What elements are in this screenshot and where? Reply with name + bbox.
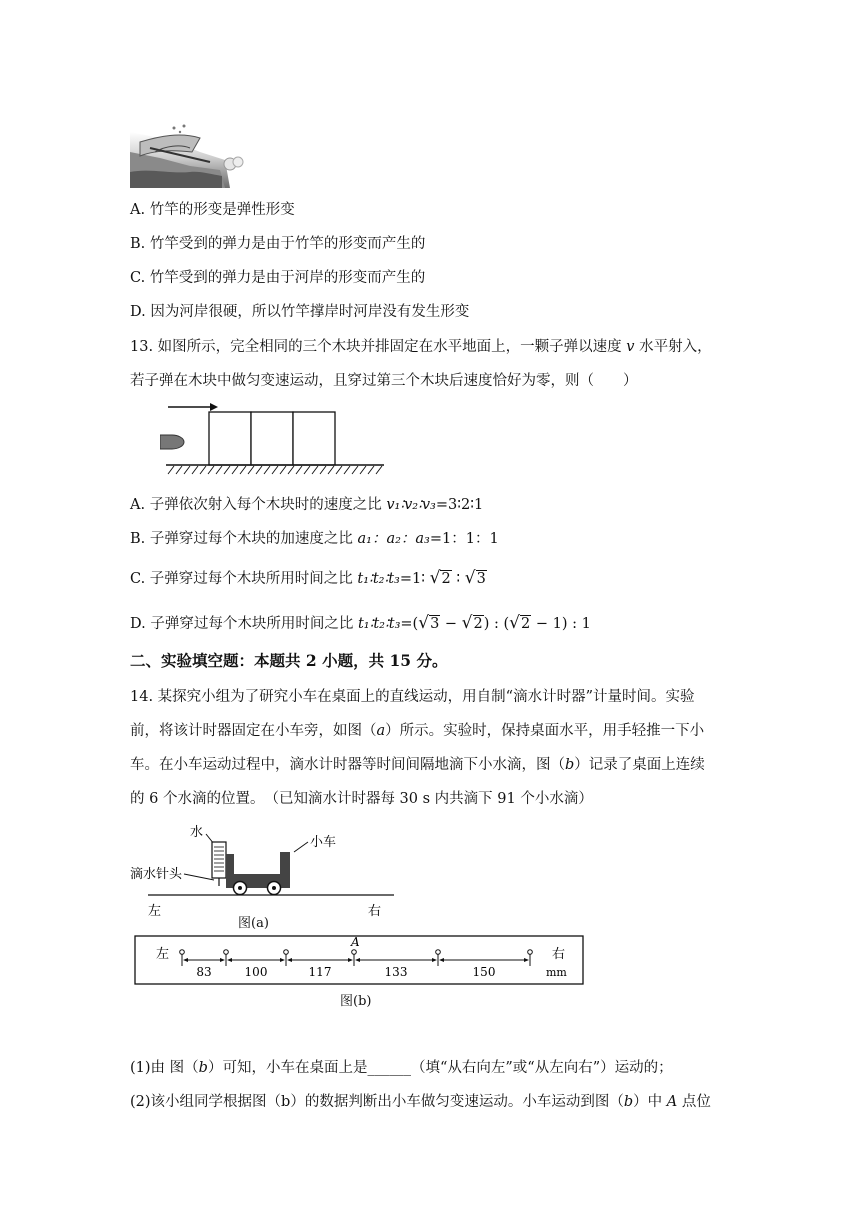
drip-point bbox=[352, 950, 357, 955]
q13-stem-line2: 若子弹在木块中做匀变速运动，且穿过第三个木块后速度恰好为零，则（ ） bbox=[130, 373, 638, 389]
q14-line1: 14. 某探究小组为了研究小车在桌面上的直线运动，用自制“滴水计时器”计量时间。实验 bbox=[130, 689, 695, 705]
fig-b-left-label: 左 bbox=[156, 947, 170, 962]
fig-a-nozzle-label: 滴水针头 bbox=[130, 867, 183, 882]
fig-b-point-a: A bbox=[351, 935, 360, 949]
distance-label: 100 bbox=[244, 965, 268, 979]
distance-label: 133 bbox=[384, 965, 408, 979]
fig-b-unit-label: mm bbox=[546, 966, 567, 979]
q12-option-b: B. 竹竿受到的弹力是由于竹竿的形变而产生的 bbox=[130, 236, 426, 252]
bullet-blocks-figure bbox=[160, 400, 390, 480]
drip-point bbox=[224, 950, 229, 955]
q14-line2: 前，将该计时器固定在小车旁，如图（a）所示。实验时，保持桌面水平，用手轻推一下小 bbox=[130, 723, 705, 739]
q13-option-a: A. 子弹依次射入每个木块时的速度之比 v₁∶v₂∶v₃=3∶2∶1 bbox=[130, 497, 484, 513]
q13-option-d: D. 子弹穿过每个木块所用时间之比 t₁∶t₂∶t₃=(√3 − √2) : (√2 − 1) : 1 bbox=[130, 613, 591, 633]
drip-point bbox=[436, 950, 441, 955]
distance-label: 83 bbox=[196, 965, 212, 979]
q12-option-d: D. 因为河岸很硬，所以竹竿撑岸时河岸没有发生形变 bbox=[130, 304, 470, 320]
fig-a-left-label: 左 bbox=[148, 904, 162, 919]
drip-point bbox=[180, 950, 185, 955]
fig-a-water-label: 水 bbox=[190, 825, 204, 840]
distance-label: 150 bbox=[472, 965, 496, 979]
figure-b-drips bbox=[134, 932, 586, 988]
q14-sub2: (2)该小组同学根据图（b）的数据判断出小车做匀变速运动。小车运动到图（b）中 A 点位 bbox=[130, 1094, 711, 1110]
drip-point bbox=[528, 950, 533, 955]
sqrt-2: √2 bbox=[429, 568, 451, 588]
q14-sub1: (1)由 图（b）可知，小车在桌面上是______（填“从右向左”或“从左向右”）运动的； bbox=[130, 1060, 673, 1076]
fig-a-right-label: 右 bbox=[368, 904, 382, 919]
q13-stem-line1: 13. 如图所示，完全相同的三个木块并排固定在水平地面上，一颗子弹以速度 v 水平射入， bbox=[130, 339, 712, 355]
distance-label: 117 bbox=[308, 965, 332, 979]
sqrt-3: √3 bbox=[464, 568, 486, 588]
fig-b-caption: 图(b) bbox=[340, 994, 372, 1009]
q14-line4: 的 6 个水滴的位置。 （已知滴水计时器每 30 s 内共滴下 91 个小水滴） bbox=[130, 791, 593, 807]
boat-photo-image bbox=[130, 122, 250, 188]
q14-line3: 车。在小车运动过程中，滴水计时器等时间间隔地滴下小水滴，图（b）记录了桌面上连续 bbox=[130, 757, 705, 773]
section-2-title: 二、实验填空题：本题共 2 小题，共 15 分。 bbox=[130, 651, 448, 670]
fig-a-caption: 图(a) bbox=[238, 916, 269, 931]
q13-option-b: B. 子弹穿过每个木块的加速度之比 a₁：a₂：a₃=1：1：1 bbox=[130, 531, 499, 547]
fig-b-right-label: 右 bbox=[552, 947, 566, 962]
q12-option-a: A. 竹竿的形变是弹性形变 bbox=[130, 202, 295, 218]
drip-point bbox=[284, 950, 289, 955]
q13-option-c: C. 子弹穿过每个木块所用时间之比 t₁∶t₂∶t₃=1∶ √2 ∶ √3 bbox=[130, 566, 487, 591]
fig-a-car-label: 小车 bbox=[310, 835, 337, 850]
q12-option-c: C. 竹竿受到的弹力是由于河岸的形变而产生的 bbox=[130, 270, 426, 286]
